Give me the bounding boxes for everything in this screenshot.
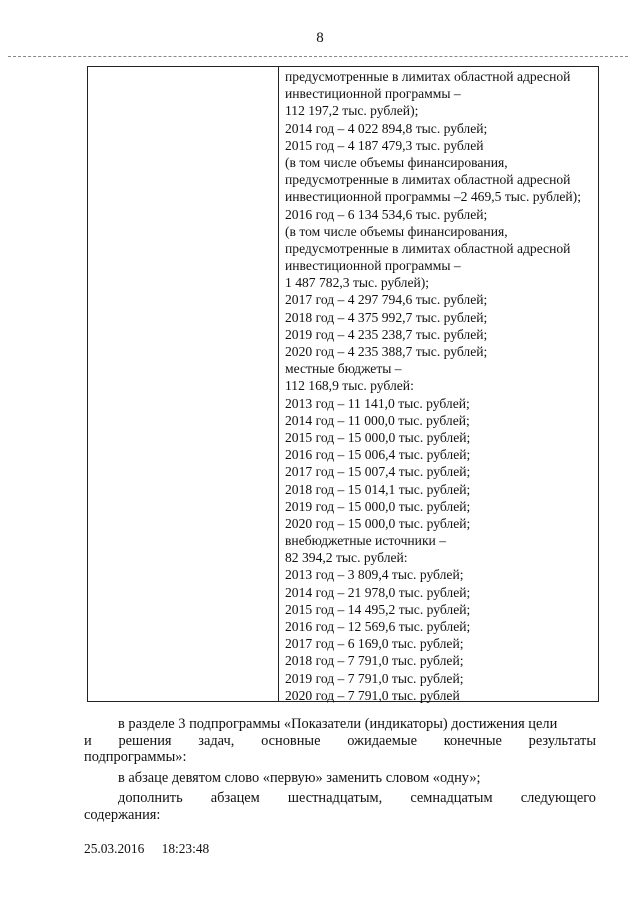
word: и: [84, 732, 92, 749]
funding-table-right-cell: [285, 68, 597, 704]
word: ожидаемые: [347, 732, 417, 749]
word: дополнить: [118, 790, 183, 806]
table-cell-line: 2014 год – 4 022 894,8 тыс. рублей;: [285, 120, 488, 136]
word: конечные: [443, 732, 502, 749]
word: семнадцатым: [410, 790, 493, 806]
table-cell-line: предусмотренные в лимитах областной адресной: [285, 172, 571, 188]
table-cell-line: 2018 год – 4 375 992,7 тыс. рублей;: [285, 309, 488, 325]
print-time: 18:23:48: [161, 841, 210, 856]
page-number: 8: [316, 30, 324, 46]
table-cell-line: 2014 год – 11 000,0 тыс. рублей;: [285, 412, 470, 428]
table-cell-line: 2020 год – 4 235 388,7 тыс. рублей;: [285, 344, 488, 359]
word: задач,: [198, 732, 235, 749]
word: абзацем: [210, 790, 260, 806]
paragraph-section3-line3: подпрограммы»:: [84, 749, 187, 765]
table-cell-line: 1 487 782,3 тыс. рублей);: [285, 275, 430, 291]
table-cell-line: местные бюджеты –: [285, 361, 402, 377]
word: основные: [261, 732, 321, 749]
word: шестнадцатым,: [287, 790, 383, 806]
paragraph-add-clauses: [84, 790, 596, 807]
table-cell-line: 2020 год – 7 791,0 тыс. рублей: [285, 687, 460, 703]
table-cell-line: 2013 год – 11 141,0 тыс. рублей;: [285, 395, 470, 411]
word: решения: [118, 732, 172, 749]
table-cell-line: 2015 год – 14 495,2 тыс. рублей;: [285, 601, 471, 617]
table-cell-line: 2015 год – 15 000,0 тыс. рублей;: [285, 429, 471, 445]
table-cell-line: 2015 год – 4 187 479,3 тыс. рублей: [285, 137, 484, 153]
table-cell-line: 2016 год – 15 006,4 тыс. рублей;: [285, 447, 471, 463]
paragraph-add-clauses-line2: содержания:: [84, 806, 161, 823]
table-cell-line: 2018 год – 15 014,1 тыс. рублей;: [285, 481, 471, 497]
table-cell-line: 2016 год – 12 569,6 тыс. рублей;: [285, 619, 471, 634]
word: следующего: [520, 790, 596, 806]
table-cell-line: 2017 год – 15 007,4 тыс. рублей;: [285, 464, 471, 480]
table-cell-line: 82 394,2 тыс. рублей:: [285, 550, 408, 566]
table-cell-line: 2018 год – 7 791,0 тыс. рублей;: [285, 653, 464, 669]
print-date: 25.03.2016: [84, 841, 145, 856]
table-cell-line: инвестиционной программы –: [285, 258, 461, 274]
table-column-divider: [278, 66, 279, 702]
paragraph-section3: в разделе 3 подпрограммы «Показатели (индикаторы) достижения цели: [118, 716, 558, 732]
table-cell-line: 2020 год – 15 000,0 тыс. рублей;: [285, 515, 471, 531]
table-cell-line: 2019 год – 7 791,0 тыс. рублей;: [285, 670, 464, 686]
print-timestamp: [84, 841, 209, 857]
table-cell-line: инвестиционной программы –2 469,5 тыс. рублей);: [285, 189, 581, 205]
table-cell-line: предусмотренные в лимитах областной адресной: [285, 240, 571, 256]
table-cell-line: 2019 год – 15 000,0 тыс. рублей;: [285, 498, 471, 514]
table-cell-line: инвестиционной программы –: [285, 86, 461, 102]
table-cell-line: 2014 год – 21 978,0 тыс. рублей;: [285, 584, 471, 600]
table-cell-line: внебюджетные источники –: [285, 533, 447, 549]
table-cell-line: 2017 год – 6 169,0 тыс. рублей;: [285, 636, 464, 652]
table-cell-line: (в том числе объемы финансирования,: [285, 154, 508, 170]
table-cell-line: 112 168,9 тыс. рублей:: [285, 378, 414, 394]
table-cell-line: 2016 год – 6 134 534,6 тыс. рублей;: [285, 206, 488, 222]
paragraph-section3-line2: [84, 733, 596, 750]
table-cell-line: 112 197,2 тыс. рублей);: [285, 103, 419, 119]
header-divider: [8, 56, 628, 57]
table-cell-line: 2017 год – 4 297 794,6 тыс. рублей;: [285, 292, 488, 308]
table-cell-line: 2013 год – 3 809,4 тыс. рублей;: [285, 567, 464, 583]
table-cell-line: (в том числе объемы финансирования,: [285, 223, 508, 239]
paragraph-ninth-clause: в абзаце девятом слово «первую» заменить словом «одну»;: [118, 769, 481, 786]
amendment-text: [84, 716, 596, 823]
table-cell-line: 2019 год – 4 235 238,7 тыс. рублей;: [285, 326, 488, 342]
table-cell-line: предусмотренные в лимитах областной адресной: [285, 69, 571, 84]
word: результаты: [528, 732, 596, 749]
